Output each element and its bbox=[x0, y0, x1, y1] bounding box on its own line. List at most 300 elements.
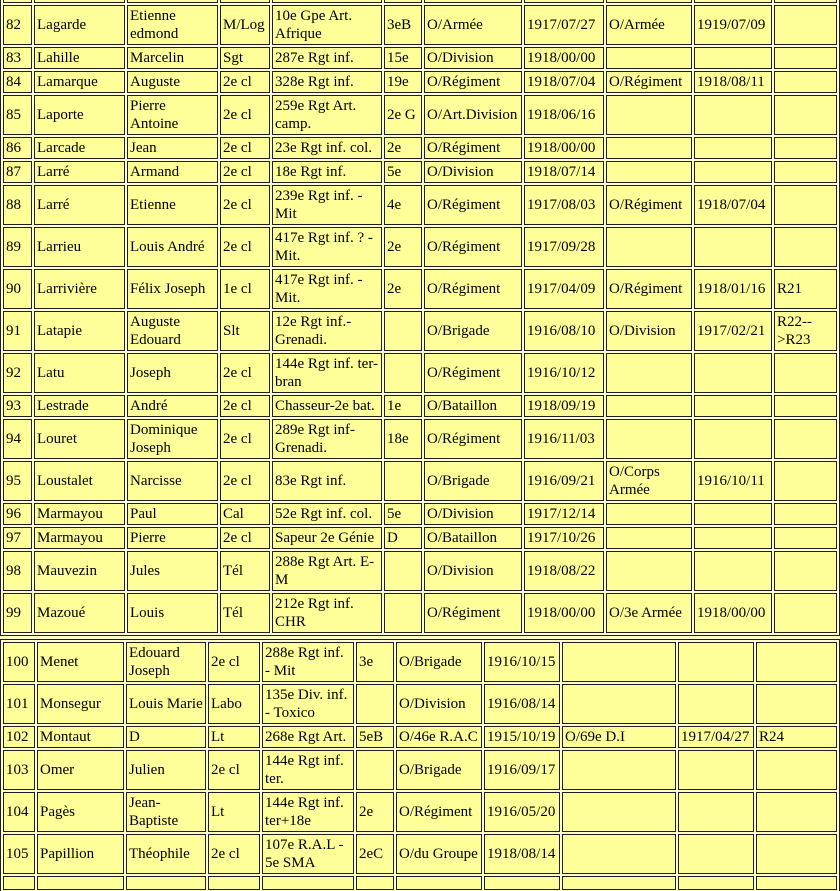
cell-rank: 2e cl bbox=[208, 750, 260, 790]
cell-unit: 239e Rgt inf. - Mit bbox=[272, 185, 382, 225]
cell-assign2-org: O/Régiment bbox=[606, 269, 692, 309]
cell-assign2-org bbox=[562, 792, 676, 832]
cell-note bbox=[756, 834, 837, 874]
cell-surname: Latu bbox=[34, 353, 125, 393]
cell-firstname: D bbox=[126, 726, 206, 748]
cell-assign1-org: O/Régiment bbox=[424, 419, 522, 459]
cell-note bbox=[774, 95, 837, 135]
cell-assign2-org: O/Régiment bbox=[606, 185, 692, 225]
cell-unit: 287e Rgt inf. bbox=[272, 47, 382, 69]
cell-rank: Sgt bbox=[220, 47, 270, 69]
cell-company bbox=[384, 551, 422, 591]
cell-assign1-date: 1918/00/00 bbox=[524, 47, 604, 69]
cell-surname: Omer bbox=[37, 750, 124, 790]
cell-company: 2eC bbox=[356, 834, 394, 874]
cell-surname: Mauvezin bbox=[34, 551, 125, 591]
cell-assign2-date bbox=[694, 95, 772, 135]
cell-assign1-date: 1918/07/04 bbox=[524, 71, 604, 93]
cell-assign2-org bbox=[606, 551, 692, 591]
cell-assign1-org: O/Régiment bbox=[424, 137, 522, 159]
cell-unit: 144e Rgt inf. ter-bran bbox=[272, 353, 382, 393]
table-row bbox=[3, 0, 837, 3]
cell-company bbox=[356, 684, 394, 724]
cell-assign2-org: O/Régiment bbox=[606, 71, 692, 93]
cell-firstname: André bbox=[127, 395, 218, 417]
cell-firstname: Pierre bbox=[127, 527, 218, 549]
cell-unit: 144e Rgt inf. ter+18e bbox=[262, 792, 354, 832]
cell-note bbox=[756, 792, 837, 832]
cell-assign1-org: O/Brigade bbox=[424, 461, 522, 501]
cell-rank: 2e cl bbox=[220, 227, 270, 267]
cell-company: 5e bbox=[384, 503, 422, 525]
cell-firstname: Louis bbox=[127, 593, 218, 633]
cell-assign1-date: 1916/08/14 bbox=[484, 684, 560, 724]
cell-rank: 2e cl bbox=[220, 461, 270, 501]
cell-assign1-org: O/46e R.A.C bbox=[396, 726, 482, 748]
cell-num: 86 bbox=[3, 137, 32, 159]
cell-firstname: Jean-Baptiste bbox=[126, 792, 206, 832]
cell-assign1-org: O/Brigade bbox=[424, 311, 522, 351]
cell-num: 93 bbox=[3, 395, 32, 417]
cell-unit: Sapeur 2e Génie bbox=[272, 527, 382, 549]
cell-note bbox=[774, 395, 837, 417]
cell-num: 89 bbox=[3, 227, 32, 267]
cell-assign2-date: 1918/08/11 bbox=[694, 71, 772, 93]
cell-company: 18e bbox=[384, 419, 422, 459]
cell-assign1-date: 1917/07/27 bbox=[524, 5, 604, 45]
cell-assign2-date bbox=[694, 527, 772, 549]
cell-unit: 288e Rgt Art. E-M bbox=[272, 551, 382, 591]
cell-assign1-org: O/Division bbox=[396, 684, 482, 724]
cell-assign2-org bbox=[562, 750, 676, 790]
cell-num: 87 bbox=[3, 161, 32, 183]
cell-assign2-date: 1918/07/04 bbox=[694, 185, 772, 225]
cell-note bbox=[756, 750, 837, 790]
cell-unit: 52e Rgt inf. col. bbox=[272, 503, 382, 525]
cell-empty bbox=[424, 0, 522, 3]
table-row bbox=[3, 95, 837, 135]
cell-firstname: Louis André bbox=[127, 227, 218, 267]
cell-empty bbox=[3, 876, 35, 890]
cell-num: 98 bbox=[3, 551, 32, 591]
cell-assign2-org bbox=[606, 527, 692, 549]
cell-num: 97 bbox=[3, 527, 32, 549]
cell-empty bbox=[562, 876, 676, 890]
cell-unit: 83e Rgt inf. bbox=[272, 461, 382, 501]
cell-firstname: Louis Marie bbox=[126, 684, 206, 724]
cell-assign2-org bbox=[606, 419, 692, 459]
table-row bbox=[3, 71, 837, 93]
cell-rank: 2e cl bbox=[220, 395, 270, 417]
cell-rank: 1e cl bbox=[220, 269, 270, 309]
cell-assign1-date: 1918/08/14 bbox=[484, 834, 560, 874]
cell-assign2-date bbox=[678, 750, 754, 790]
cell-note bbox=[774, 161, 837, 183]
cell-firstname: Marcelin bbox=[127, 47, 218, 69]
cell-surname: Pagès bbox=[37, 792, 124, 832]
cell-assign1-date: 1916/10/15 bbox=[484, 642, 560, 682]
table-row bbox=[3, 137, 837, 159]
cell-firstname: Jean bbox=[127, 137, 218, 159]
cell-firstname: Théophile bbox=[126, 834, 206, 874]
cell-assign2-date bbox=[678, 684, 754, 724]
cell-num: 105 bbox=[3, 834, 35, 874]
records-rows-100-105 bbox=[3, 642, 837, 874]
table-row bbox=[3, 47, 837, 69]
cell-empty bbox=[262, 876, 354, 890]
cell-surname: Larré bbox=[34, 185, 125, 225]
cell-empty bbox=[774, 0, 837, 3]
cell-note bbox=[774, 551, 837, 591]
cell-num: 96 bbox=[3, 503, 32, 525]
cell-note bbox=[774, 461, 837, 501]
cell-note bbox=[774, 71, 837, 93]
cell-note bbox=[774, 353, 837, 393]
cell-rank: Labo bbox=[208, 684, 260, 724]
cell-assign1-org: O/Division bbox=[424, 503, 522, 525]
cell-assign2-date bbox=[694, 161, 772, 183]
table-row bbox=[3, 593, 837, 633]
table-row bbox=[3, 527, 837, 549]
cell-assign2-org: O/Corps Armée bbox=[606, 461, 692, 501]
cell-assign2-date bbox=[694, 47, 772, 69]
cell-rank: 2e cl bbox=[220, 161, 270, 183]
cell-num: 99 bbox=[3, 593, 32, 633]
cell-surname: Loustalet bbox=[34, 461, 125, 501]
cell-assign2-date bbox=[694, 227, 772, 267]
cell-rank: 2e cl bbox=[208, 834, 260, 874]
table-row bbox=[3, 876, 837, 890]
cell-surname: Lahille bbox=[34, 47, 125, 69]
cell-assign1-date: 1917/04/09 bbox=[524, 269, 604, 309]
cell-rank: Tél bbox=[220, 593, 270, 633]
clipped-row-top bbox=[3, 0, 837, 3]
cell-empty bbox=[272, 0, 382, 3]
cell-unit: 328e Rgt inf. bbox=[272, 71, 382, 93]
cell-note: R22-->R23 bbox=[774, 311, 837, 351]
table-row bbox=[3, 750, 837, 790]
cell-num: 82 bbox=[3, 5, 32, 45]
cell-unit: Chasseur-2e bat. bbox=[272, 395, 382, 417]
cell-company: 2e bbox=[384, 137, 422, 159]
cell-assign1-date: 1918/08/22 bbox=[524, 551, 604, 591]
cell-surname: Louret bbox=[34, 419, 125, 459]
cell-firstname: Jules bbox=[127, 551, 218, 591]
cell-empty bbox=[37, 876, 124, 890]
cell-empty bbox=[606, 0, 692, 3]
cell-assign1-org: O/Brigade bbox=[396, 642, 482, 682]
cell-firstname: Joseph bbox=[127, 353, 218, 393]
cell-firstname: Julien bbox=[126, 750, 206, 790]
cell-unit: 135e Div. inf. - Toxico bbox=[262, 684, 354, 724]
cell-assign2-org bbox=[562, 684, 676, 724]
cell-unit: 268e Rgt Art. bbox=[262, 726, 354, 748]
cell-note bbox=[774, 185, 837, 225]
cell-assign2-org bbox=[606, 503, 692, 525]
cell-empty bbox=[208, 876, 260, 890]
cell-company: 3eB bbox=[384, 5, 422, 45]
cell-surname: Larrivière bbox=[34, 269, 125, 309]
cell-unit: 23e Rgt inf. col. bbox=[272, 137, 382, 159]
cell-num: 95 bbox=[3, 461, 32, 501]
cell-assign2-date bbox=[678, 834, 754, 874]
cell-surname: Marmayou bbox=[34, 503, 125, 525]
cell-rank: 2e cl bbox=[220, 527, 270, 549]
cell-rank: 2e cl bbox=[220, 71, 270, 93]
cell-surname: Larré bbox=[34, 161, 125, 183]
cell-num: 84 bbox=[3, 71, 32, 93]
cell-empty bbox=[3, 0, 32, 3]
cell-assign1-org: O/Bataillon bbox=[424, 395, 522, 417]
table-row bbox=[3, 834, 837, 874]
table-row bbox=[3, 185, 837, 225]
cell-unit: 18e Rgt inf. bbox=[272, 161, 382, 183]
cell-num: 85 bbox=[3, 95, 32, 135]
cell-assign2-org bbox=[606, 47, 692, 69]
cell-company bbox=[384, 461, 422, 501]
cell-num: 101 bbox=[3, 684, 35, 724]
cell-num: 102 bbox=[3, 726, 35, 748]
cell-rank: M/Log bbox=[220, 5, 270, 45]
cell-firstname: Félix Joseph bbox=[127, 269, 218, 309]
clipped-row-bottom bbox=[3, 876, 837, 890]
cell-note bbox=[774, 5, 837, 45]
cell-company: D bbox=[384, 527, 422, 549]
cell-unit: 10e Gpe Art. Afrique bbox=[272, 5, 382, 45]
cell-rank: Tél bbox=[220, 551, 270, 591]
cell-assign2-date: 1916/10/11 bbox=[694, 461, 772, 501]
cell-assign2-org bbox=[606, 227, 692, 267]
cell-firstname: Dominique Joseph bbox=[127, 419, 218, 459]
table-row bbox=[3, 726, 837, 748]
cell-surname: Larcade bbox=[34, 137, 125, 159]
cell-assign1-org: O/du Groupe bbox=[396, 834, 482, 874]
cell-company: 15e bbox=[384, 47, 422, 69]
cell-empty bbox=[220, 0, 270, 3]
cell-surname: Lestrade bbox=[34, 395, 125, 417]
cell-empty bbox=[678, 876, 754, 890]
cell-assign1-date: 1918/09/19 bbox=[524, 395, 604, 417]
cell-empty bbox=[127, 0, 218, 3]
cell-assign2-date bbox=[694, 503, 772, 525]
cell-empty bbox=[524, 0, 604, 3]
cell-assign1-org: O/Division bbox=[424, 161, 522, 183]
cell-rank: Lt bbox=[208, 726, 260, 748]
cell-assign2-org bbox=[562, 642, 676, 682]
cell-company: 2e bbox=[384, 269, 422, 309]
cell-empty bbox=[384, 0, 422, 3]
cell-assign1-org: O/Armée bbox=[424, 5, 522, 45]
cell-company bbox=[384, 311, 422, 351]
cell-assign2-date bbox=[694, 137, 772, 159]
cell-surname: Monsegur bbox=[37, 684, 124, 724]
cell-empty bbox=[126, 876, 206, 890]
cell-assign1-org: O/Régiment bbox=[424, 269, 522, 309]
cell-unit: 259e Rgt Art. camp. bbox=[272, 95, 382, 135]
cell-assign1-org: O/Régiment bbox=[396, 792, 482, 832]
cell-empty bbox=[756, 876, 837, 890]
cell-assign2-date: 1917/04/27 bbox=[678, 726, 754, 748]
cell-assign1-org: O/Brigade bbox=[396, 750, 482, 790]
table-row bbox=[3, 5, 837, 45]
cell-assign2-date bbox=[694, 395, 772, 417]
cell-num: 103 bbox=[3, 750, 35, 790]
cell-surname: Latapie bbox=[34, 311, 125, 351]
cell-assign1-org: O/Régiment bbox=[424, 185, 522, 225]
cell-note: R21 bbox=[774, 269, 837, 309]
cell-note bbox=[774, 47, 837, 69]
cell-num: 91 bbox=[3, 311, 32, 351]
cell-assign2-date bbox=[694, 551, 772, 591]
cell-assign1-date: 1918/07/14 bbox=[524, 161, 604, 183]
cell-rank: 2e cl bbox=[220, 353, 270, 393]
records-table-bottom bbox=[0, 639, 840, 891]
cell-assign1-org: O/Bataillon bbox=[424, 527, 522, 549]
cell-rank: 2e cl bbox=[220, 419, 270, 459]
cell-num: 83 bbox=[3, 47, 32, 69]
cell-empty bbox=[694, 0, 772, 3]
cell-assign1-date: 1917/12/14 bbox=[524, 503, 604, 525]
cell-assign1-date: 1915/10/19 bbox=[484, 726, 560, 748]
cell-firstname: Auguste bbox=[127, 71, 218, 93]
cell-surname: Marmayou bbox=[34, 527, 125, 549]
cell-company bbox=[384, 593, 422, 633]
cell-assign2-org bbox=[606, 95, 692, 135]
cell-note bbox=[774, 593, 837, 633]
cell-assign2-date: 1918/01/16 bbox=[694, 269, 772, 309]
records-rows-82-99 bbox=[3, 5, 837, 633]
cell-unit: 107e R.A.L - 5e SMA bbox=[262, 834, 354, 874]
cell-assign1-date: 1916/11/03 bbox=[524, 419, 604, 459]
cell-note bbox=[774, 419, 837, 459]
cell-assign1-date: 1918/00/00 bbox=[524, 593, 604, 633]
cell-assign1-date: 1917/10/26 bbox=[524, 527, 604, 549]
cell-surname: Larrieu bbox=[34, 227, 125, 267]
cell-empty bbox=[396, 876, 482, 890]
cell-assign2-org bbox=[562, 834, 676, 874]
cell-note bbox=[774, 503, 837, 525]
cell-empty bbox=[356, 876, 394, 890]
cell-num: 104 bbox=[3, 792, 35, 832]
cell-rank: Slt bbox=[220, 311, 270, 351]
cell-num: 100 bbox=[3, 642, 35, 682]
cell-firstname: Auguste Edouard bbox=[127, 311, 218, 351]
cell-assign2-date bbox=[678, 642, 754, 682]
cell-note bbox=[774, 227, 837, 267]
cell-rank: 2e cl bbox=[220, 185, 270, 225]
cell-unit: 417e Rgt inf. ? - Mit. bbox=[272, 227, 382, 267]
cell-surname: Menet bbox=[37, 642, 124, 682]
cell-assign2-org: O/3e Armée bbox=[606, 593, 692, 633]
cell-assign1-date: 1917/08/03 bbox=[524, 185, 604, 225]
cell-note bbox=[756, 684, 837, 724]
cell-rank: Lt bbox=[208, 792, 260, 832]
cell-note bbox=[774, 527, 837, 549]
cell-assign2-org bbox=[606, 161, 692, 183]
cell-company: 2e G bbox=[384, 95, 422, 135]
cell-firstname: Etienne bbox=[127, 185, 218, 225]
cell-unit: 212e Rgt inf. CHR bbox=[272, 593, 382, 633]
cell-surname: Lagarde bbox=[34, 5, 125, 45]
cell-surname: Lamarque bbox=[34, 71, 125, 93]
cell-assign2-date bbox=[694, 353, 772, 393]
cell-assign1-org: O/Art.Division bbox=[424, 95, 522, 135]
table-row bbox=[3, 792, 837, 832]
cell-num: 88 bbox=[3, 185, 32, 225]
cell-rank: 2e cl bbox=[220, 95, 270, 135]
cell-assign1-date: 1918/00/00 bbox=[524, 137, 604, 159]
table-row bbox=[3, 419, 837, 459]
cell-num: 92 bbox=[3, 353, 32, 393]
table-row bbox=[3, 161, 837, 183]
cell-assign1-date: 1918/06/16 bbox=[524, 95, 604, 135]
cell-firstname: Armand bbox=[127, 161, 218, 183]
cell-company: 2e bbox=[356, 792, 394, 832]
table-row bbox=[3, 269, 837, 309]
cell-surname: Laporte bbox=[34, 95, 125, 135]
table-row bbox=[3, 227, 837, 267]
cell-unit: 144e Rgt inf. ter. bbox=[262, 750, 354, 790]
cell-note: R24 bbox=[756, 726, 837, 748]
cell-company: 5eB bbox=[356, 726, 394, 748]
cell-company bbox=[356, 750, 394, 790]
cell-note bbox=[774, 137, 837, 159]
cell-assign1-date: 1916/09/17 bbox=[484, 750, 560, 790]
cell-num: 94 bbox=[3, 419, 32, 459]
cell-unit: 12e Rgt inf.- Grenadi. bbox=[272, 311, 382, 351]
cell-num: 90 bbox=[3, 269, 32, 309]
cell-assign2-org bbox=[606, 395, 692, 417]
cell-company: 19e bbox=[384, 71, 422, 93]
cell-firstname: Paul bbox=[127, 503, 218, 525]
cell-surname: Mazoué bbox=[34, 593, 125, 633]
cell-company bbox=[384, 353, 422, 393]
cell-assign1-org: O/Régiment bbox=[424, 593, 522, 633]
cell-surname: Papillion bbox=[37, 834, 124, 874]
cell-company: 3e bbox=[356, 642, 394, 682]
cell-assign1-date: 1917/09/28 bbox=[524, 227, 604, 267]
cell-assign1-org: O/Régiment bbox=[424, 227, 522, 267]
cell-firstname: Edouard Joseph bbox=[126, 642, 206, 682]
cell-assign2-org bbox=[606, 353, 692, 393]
table-row bbox=[3, 353, 837, 393]
cell-assign1-org: O/Division bbox=[424, 47, 522, 69]
cell-rank: 2e cl bbox=[220, 137, 270, 159]
cell-empty bbox=[34, 0, 125, 3]
table-row bbox=[3, 395, 837, 417]
cell-surname: Montaut bbox=[37, 726, 124, 748]
cell-assign1-date: 1916/08/10 bbox=[524, 311, 604, 351]
cell-company: 1e bbox=[384, 395, 422, 417]
cell-assign2-date: 1919/07/09 bbox=[694, 5, 772, 45]
cell-unit: 288e Rgt inf. - Mit bbox=[262, 642, 354, 682]
cell-unit: 289e Rgt inf-Grenadi. bbox=[272, 419, 382, 459]
cell-rank: Cal bbox=[220, 503, 270, 525]
cell-assign1-org: O/Division bbox=[424, 551, 522, 591]
cell-assign1-date: 1916/10/12 bbox=[524, 353, 604, 393]
cell-firstname: Pierre Antoine bbox=[127, 95, 218, 135]
cell-assign2-date: 1917/02/21 bbox=[694, 311, 772, 351]
cell-assign1-date: 1916/05/20 bbox=[484, 792, 560, 832]
cell-assign2-org: O/Armée bbox=[606, 5, 692, 45]
cell-assign2-org: O/69e D.I bbox=[562, 726, 676, 748]
table-row bbox=[3, 461, 837, 501]
cell-assign2-date: 1918/00/00 bbox=[694, 593, 772, 633]
cell-assign1-org: O/Régiment bbox=[424, 71, 522, 93]
cell-firstname: Narcisse bbox=[127, 461, 218, 501]
table-row bbox=[3, 311, 837, 351]
cell-company: 2e bbox=[384, 227, 422, 267]
